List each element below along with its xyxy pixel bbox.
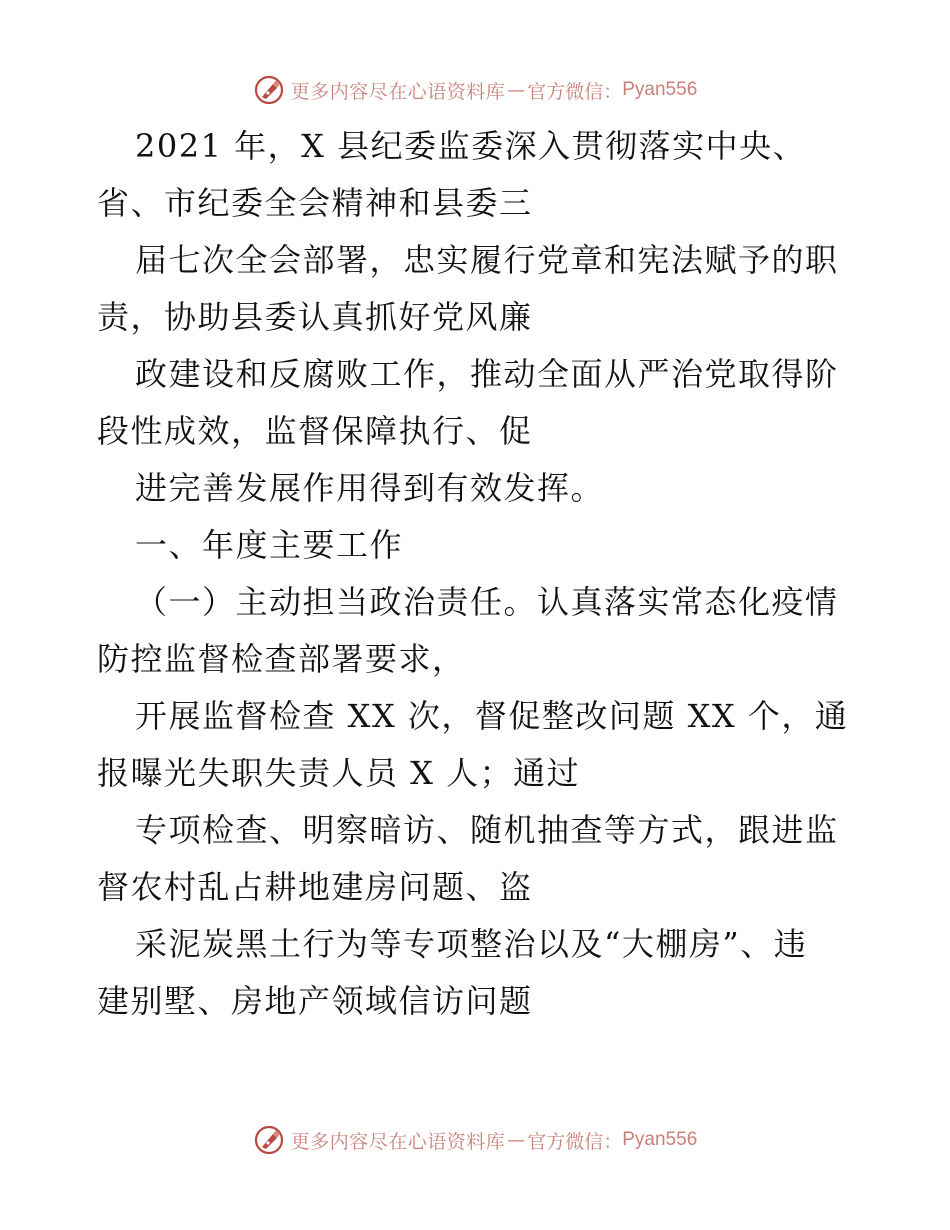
- watermark-separator: —: [507, 1129, 526, 1151]
- body-line: 段性成效，监督保障执行、促: [97, 412, 533, 450]
- footer-watermark: [0, 1120, 950, 1160]
- body-line: 开展监督检查 XX 次，督促整改问题 XX 个，通: [135, 697, 849, 735]
- document-body: [97, 118, 857, 1030]
- watermark-wechat-id: Pyan556: [622, 1129, 698, 1150]
- watermark-wechat-label: 官方微信：: [527, 1130, 623, 1153]
- pen-nib-logo-icon: [253, 74, 285, 106]
- watermark-wechat-label: 官方微信：: [527, 80, 623, 103]
- subsection-heading: （一）主动担当政治责任。认真落实常态化疫情: [135, 583, 839, 621]
- body-line: 建别墅、房地产领域信访问题: [97, 982, 533, 1020]
- body-line: 政建设和反腐败工作，推动全面从严治党取得阶: [135, 355, 839, 393]
- body-line: 防控监督检查部署要求，: [97, 640, 466, 678]
- header-watermark: [0, 70, 950, 110]
- watermark-wechat-id: Pyan556: [622, 79, 698, 100]
- body-line: 届七次全会部署，忠实履行党章和宪法赋予的职: [135, 241, 839, 279]
- body-line: 采泥炭黑土行为等专项整治以及“大棚房”、违: [135, 925, 808, 963]
- body-line: 督农村乱占耕地建房问题、盗: [97, 868, 533, 906]
- pen-nib-logo-icon: [253, 1124, 285, 1156]
- body-line: 责，协助县委认真抓好党风廉: [97, 298, 533, 336]
- body-line: 专项检查、明察暗访、随机抽查等方式，跟进监: [135, 811, 839, 849]
- watermark-separator: —: [507, 79, 526, 101]
- body-line: 进完善发展作用得到有效发挥。: [135, 469, 605, 507]
- body-line: 报曝光失职失责人员 X 人；通过: [97, 754, 581, 792]
- body-line: 省、市纪委全会精神和县委三: [97, 184, 533, 222]
- section-heading: 一、年度主要工作: [135, 526, 404, 564]
- watermark-brand: 更多内容尽在心语资料库: [290, 80, 506, 103]
- watermark-brand: 更多内容尽在心语资料库: [290, 1130, 506, 1153]
- body-line: 2021 年，X 县纪委监委深入贯彻落实中央、: [135, 127, 807, 165]
